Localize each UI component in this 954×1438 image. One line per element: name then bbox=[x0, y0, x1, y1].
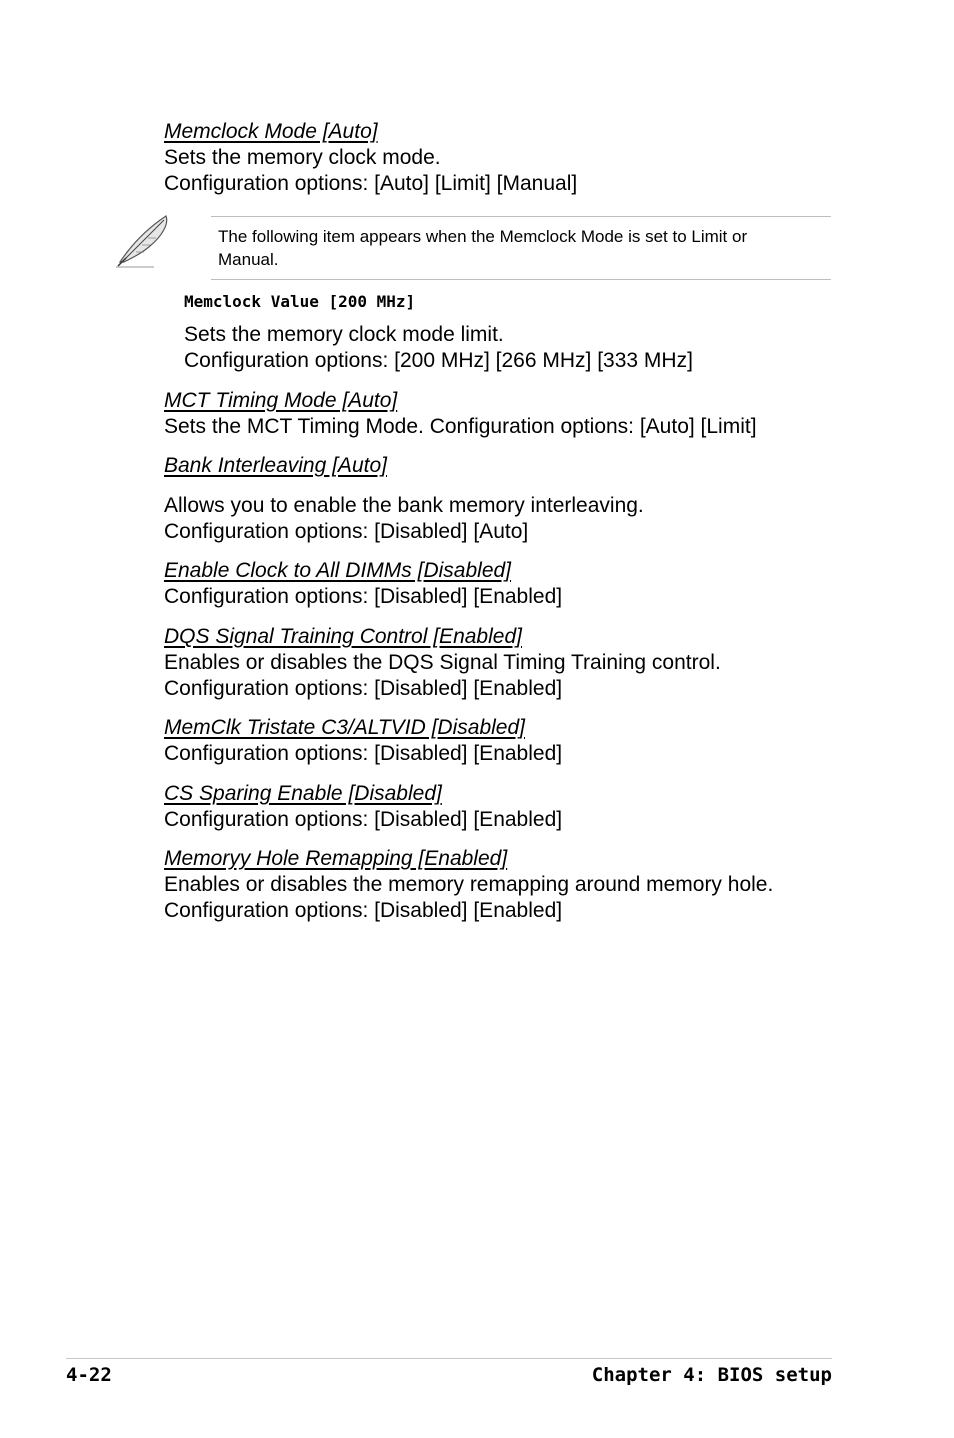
memclock-mode-options: Configuration options: [Auto] [Limit] [Manual] bbox=[164, 172, 578, 195]
page-number: 4-22 bbox=[66, 1364, 112, 1386]
dqs-signal-options: Configuration options: [Disabled] [Enabled] bbox=[164, 677, 563, 700]
memclock-mode-desc: Sets the memory clock mode. bbox=[164, 146, 441, 169]
memclock-value-desc: Sets the memory clock mode limit. bbox=[184, 323, 504, 346]
mct-timing-desc: Sets the MCT Timing Mode. Configuration options: [Auto] [Limit] bbox=[164, 415, 757, 438]
dqs-signal-desc: Enables or disables the DQS Signal Timing Training control. bbox=[164, 651, 721, 674]
pen-note-icon bbox=[114, 212, 174, 270]
enable-clock-options: Configuration options: [Disabled] [Enabled] bbox=[164, 585, 563, 608]
dqs-signal-title: DQS Signal Training Control [Enabled] bbox=[164, 625, 522, 648]
mct-timing-title: MCT Timing Mode [Auto] bbox=[164, 389, 398, 412]
memclock-value-title: Memclock Value [200 MHz] bbox=[184, 292, 416, 311]
memclock-mode-title: Memclock Mode [Auto] bbox=[164, 120, 378, 143]
memory-hole-options: Configuration options: [Disabled] [Enabled] bbox=[164, 899, 563, 922]
memclk-tristate-title: MemClk Tristate C3/ALTVID [Disabled] bbox=[164, 716, 525, 739]
chapter-title: Chapter 4: BIOS setup bbox=[591, 1364, 832, 1386]
bank-interleaving-options: Configuration options: [Disabled] [Auto] bbox=[164, 520, 529, 543]
cs-sparing-options: Configuration options: [Disabled] [Enabled] bbox=[164, 808, 563, 831]
bank-interleaving-title: Bank Interleaving [Auto] bbox=[164, 454, 387, 477]
note-top-rule bbox=[211, 216, 831, 217]
note-bottom-rule bbox=[211, 279, 831, 280]
note-line-2: Manual. bbox=[218, 250, 279, 269]
footer-rule bbox=[66, 1358, 832, 1359]
enable-clock-title: Enable Clock to All DIMMs [Disabled] bbox=[164, 559, 512, 582]
cs-sparing-title: CS Sparing Enable [Disabled] bbox=[164, 782, 442, 805]
bank-interleaving-desc: Allows you to enable the bank memory interleaving. bbox=[164, 494, 644, 517]
memory-hole-desc: Enables or disables the memory remapping around memory hole. bbox=[164, 873, 774, 896]
memclock-value-options: Configuration options: [200 MHz] [266 MHz] [333 MHz] bbox=[184, 349, 693, 372]
memory-hole-title: Memoryy Hole Remapping [Enabled] bbox=[164, 847, 508, 870]
note-line-1: The following item appears when the Memclock Mode is set to Limit or bbox=[218, 227, 748, 246]
memclk-tristate-options: Configuration options: [Disabled] [Enabled] bbox=[164, 742, 563, 765]
